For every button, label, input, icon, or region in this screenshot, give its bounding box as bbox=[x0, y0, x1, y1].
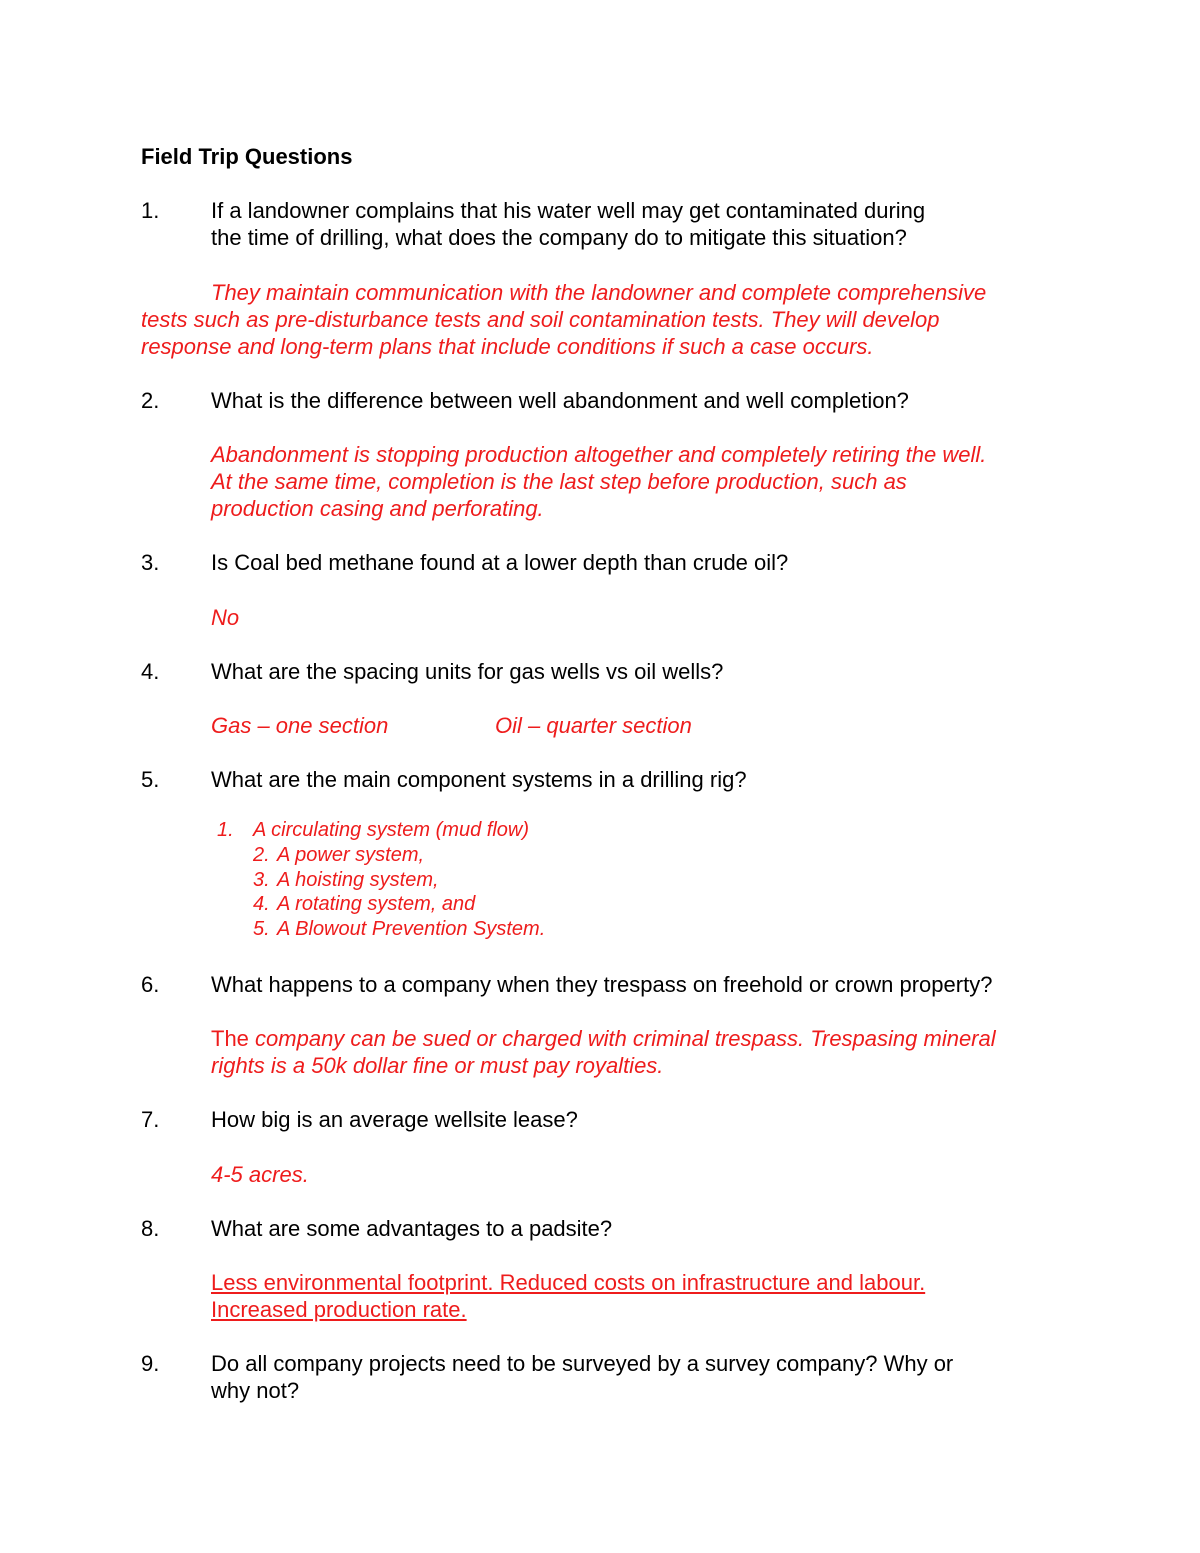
answer-text bbox=[211, 1025, 996, 1052]
question-number: 1. bbox=[141, 198, 160, 223]
question-text: What are the main component systems in a drilling rig? bbox=[211, 767, 747, 792]
answer-text: rights is a 50k dollar fine or must pay royalties. bbox=[211, 1053, 664, 1078]
question-text: What is the difference between well abandonment and well completion? bbox=[211, 388, 909, 413]
answer-text: 4-5 acres. bbox=[211, 1162, 309, 1187]
question-number: 4. bbox=[141, 659, 160, 684]
answer-text: No bbox=[211, 605, 240, 630]
answer-gas: Gas – one section bbox=[211, 713, 389, 738]
page-title: Field Trip Questions bbox=[141, 144, 353, 169]
list-item: A power system, bbox=[277, 844, 425, 866]
list-item: A hoisting system, bbox=[277, 869, 439, 891]
answer-rest: company can be sued or charged with criminal trespass. Trespasing mineral bbox=[248, 1026, 996, 1051]
answer-oil: Oil – quarter section bbox=[495, 713, 692, 738]
question-text: What are the spacing units for gas wells vs oil wells? bbox=[211, 659, 724, 684]
question-text: What happens to a company when they trespass on freehold or crown property? bbox=[211, 972, 993, 997]
list-item-number: 4. bbox=[253, 893, 270, 915]
answer-text: response and long-term plans that include conditions if such a case occurs. bbox=[141, 334, 874, 359]
question-text: What are some advantages to a padsite? bbox=[211, 1216, 613, 1241]
list-item: A rotating system, and bbox=[277, 893, 476, 915]
list-item: A Blowout Prevention System. bbox=[277, 918, 546, 940]
list-item: A circulating system (mud flow) bbox=[253, 819, 529, 841]
question-number: 2. bbox=[141, 388, 160, 413]
question-text: If a landowner complains that his water well may get contaminated during bbox=[211, 198, 926, 223]
answer-text: They maintain communication with the landowner and complete comprehensive bbox=[211, 280, 987, 305]
answer-text: At the same time, completion is the last step before production, such as bbox=[211, 469, 907, 494]
list-item-number: 1. bbox=[217, 819, 234, 841]
list-item-number: 5. bbox=[253, 918, 270, 940]
question-text: why not? bbox=[211, 1378, 300, 1403]
question-text: the time of drilling, what does the company do to mitigate this situation? bbox=[211, 225, 907, 250]
question-text: Is Coal bed methane found at a lower depth than crude oil? bbox=[211, 550, 789, 575]
question-number: 3. bbox=[141, 550, 160, 575]
answer-text: production casing and perforating. bbox=[211, 496, 544, 521]
question-text: How big is an average wellsite lease? bbox=[211, 1107, 578, 1132]
question-number: 7. bbox=[141, 1107, 160, 1132]
answer-word: The bbox=[211, 1026, 249, 1051]
question-number: 5. bbox=[141, 767, 160, 792]
list-item-number: 2. bbox=[253, 844, 270, 866]
question-number: 8. bbox=[141, 1216, 160, 1241]
question-number: 9. bbox=[141, 1351, 160, 1376]
answer-text: tests such as pre-disturbance tests and soil contamination tests. They will develop bbox=[141, 307, 940, 332]
answer-text: Abandonment is stopping production altogether and completely retiring the well. bbox=[211, 442, 987, 467]
answer-text: Increased production rate. bbox=[211, 1297, 467, 1322]
answer-text: Less environmental footprint. Reduced costs on infrastructure and labour. bbox=[211, 1270, 926, 1295]
question-number: 6. bbox=[141, 972, 160, 997]
list-item-number: 3. bbox=[253, 869, 270, 891]
question-text: Do all company projects need to be surveyed by a survey company? Why or bbox=[211, 1351, 954, 1376]
